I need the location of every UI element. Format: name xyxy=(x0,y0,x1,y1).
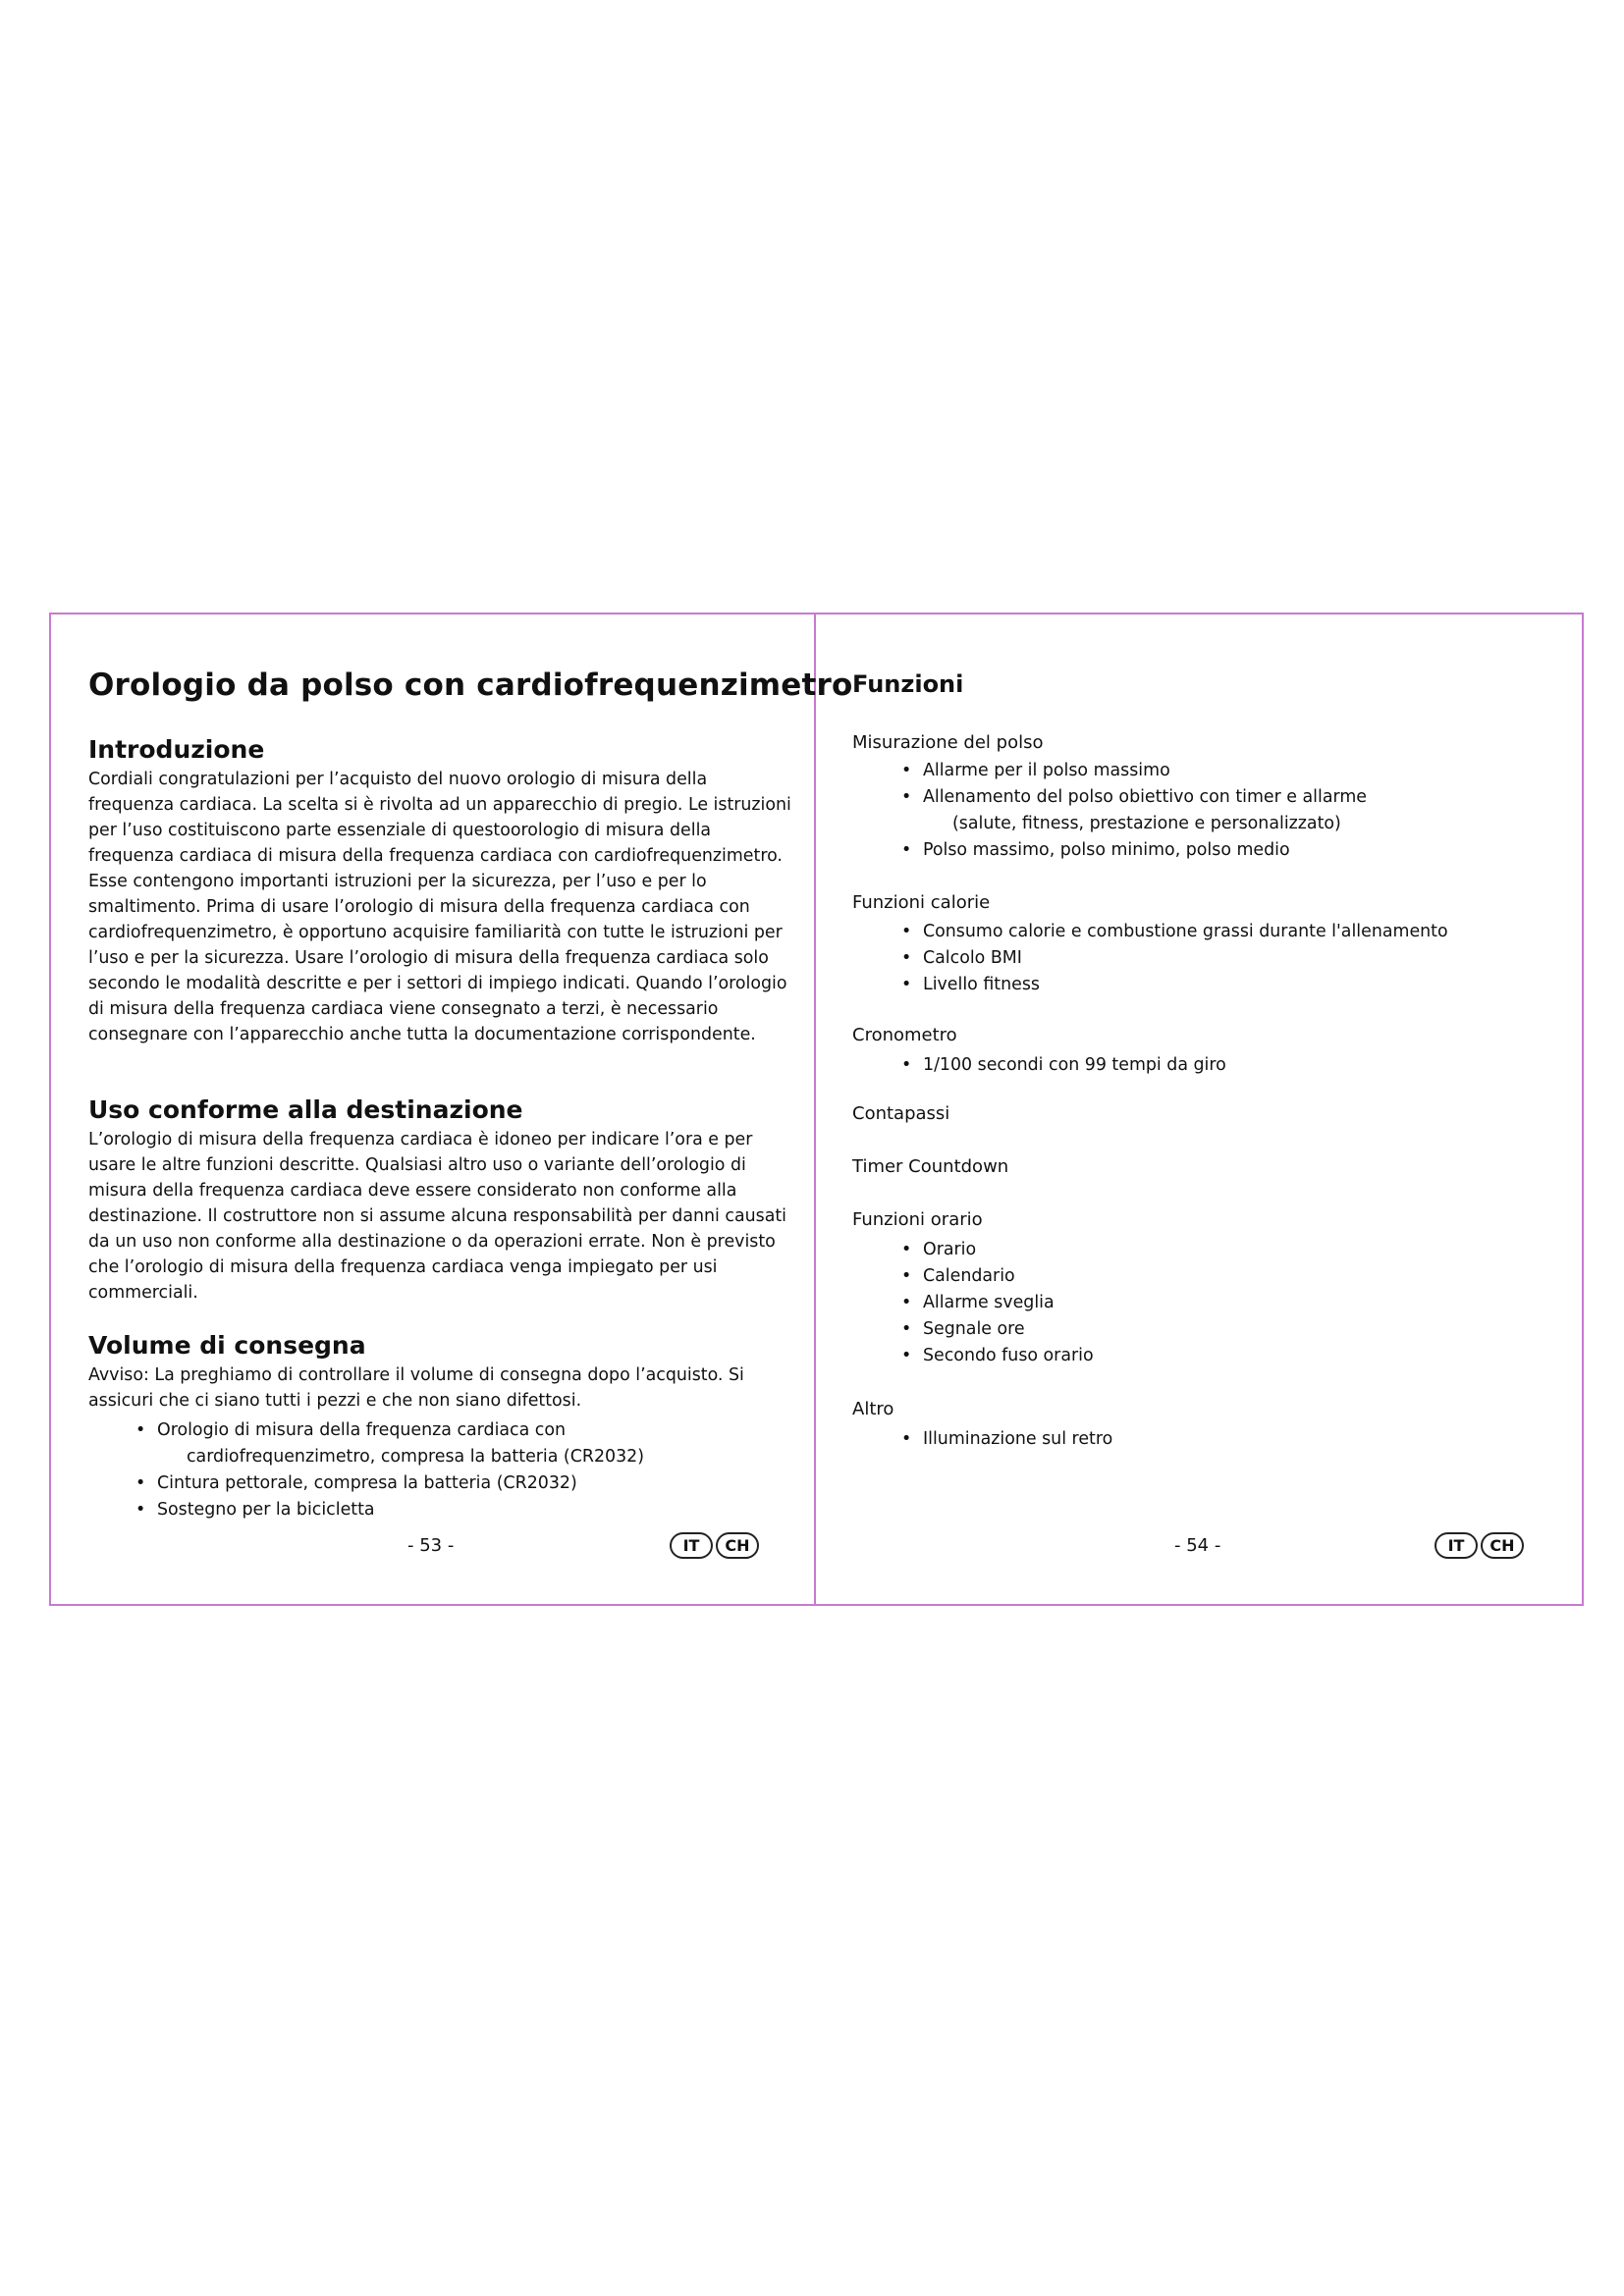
bullet-icon: • xyxy=(135,1473,146,1493)
list-item: • Secondo fuso orario xyxy=(923,1343,1094,1369)
bullet-icon: • xyxy=(901,1346,912,1365)
section-list xyxy=(901,1052,1226,1079)
section-title: Timer Countdown xyxy=(852,1156,1009,1177)
bullet-icon: • xyxy=(901,1429,912,1449)
language-badge-ch: CH xyxy=(1481,1532,1524,1559)
functions-heading: Funzioni xyxy=(852,670,964,698)
bullet-icon: • xyxy=(901,975,912,994)
bullet-icon: • xyxy=(901,1319,912,1339)
language-badges xyxy=(670,1532,762,1559)
section-list xyxy=(901,758,1367,864)
list-item: • 1/100 secondi con 99 tempi da giro xyxy=(923,1052,1226,1079)
bullet-icon: • xyxy=(901,1055,912,1075)
delivery-notice: Avviso: La preghiamo di controllare il volume di consegna dopo l’acquisto. Si assicuri che ci siano tutti i pezzi e che non siano difettosi. xyxy=(88,1365,744,1411)
bullet-icon: • xyxy=(901,922,912,941)
intro-heading: Introduzione xyxy=(88,735,265,764)
bullet-icon: • xyxy=(135,1500,146,1520)
use-paragraph: L’orologio di misura della frequenza cardiaca è idoneo per indicare l’ora e per usare le altre funzioni descritte. Qualsiasi altro uso o variante dell’orologio di misura della frequenza cardiaca deve essere considerato non conforme alla destinazione. Il costruttore non si assume alcuna responsabilità per danni causati da un uso non conforme alla destinazione o da operazioni errate. Non è previsto che l’orologio di misura della frequenza cardiaca venga impiegato per usi commerciali. xyxy=(88,1130,787,1303)
list-item: • Cintura pettorale, compresa la batteria (CR2032) xyxy=(157,1470,644,1497)
list-item: • Allenamento del polso obiettivo con timer e allarme (salute, fitness, prestazione e personalizzato) xyxy=(923,784,1367,837)
list-item: • Allarme per il polso massimo xyxy=(923,758,1367,784)
bullet-icon: • xyxy=(901,761,912,780)
section-title: Altro xyxy=(852,1399,894,1419)
list-item: • Orologio di misura della frequenza cardiaca con cardiofrequenzimetro, compresa la batteria (CR2032) xyxy=(157,1417,644,1470)
section-list xyxy=(901,1237,1094,1369)
list-item: • Consumo calorie e combustione grassi durante l'allenamento xyxy=(923,919,1448,945)
list-item: • Illuminazione sul retro xyxy=(923,1426,1112,1453)
bullet-icon: • xyxy=(901,948,912,968)
list-item-continuation: (salute, fitness, prestazione e personalizzato) xyxy=(952,814,1341,833)
intro-paragraph: Cordiali congratulazioni per l’acquisto del nuovo orologio di misura della frequenza cardiaca. La scelta si è rivolta ad un apparecchio di pregio. Le istruzioni per l’uso costituiscono parte essenziale di questoorologio di misura della frequenza cardiaca di misura della frequenza cardiaca con cardiofrequenzimetro. Esse contengono importanti istruzioni per la sicurezza, per l’uso e per lo smaltimento. Prima di usare l’orologio di misura della frequenza cardiaca con cardiofrequenzimetro, è opportuno acquisire familiarità con tutte le istruzioni per l’uso e per la sicurezza. Usare l’orologio di misura della frequenza cardiaca solo secondo le modalità descritte e per i settori di impiego indicati. Quando l’orologio di misura della frequenza cardiaca viene consegnato a terzi, è necessario consegnare con l’apparecchio anche tutta la documentazione corrispondente. xyxy=(88,770,791,1044)
language-badge-it: IT xyxy=(670,1532,713,1559)
bullet-icon: • xyxy=(901,840,912,860)
bullet-icon: • xyxy=(901,1240,912,1259)
bullet-icon: • xyxy=(901,1293,912,1312)
bullet-icon: • xyxy=(901,787,912,807)
language-badges xyxy=(1435,1532,1527,1559)
section-title: Contapassi xyxy=(852,1103,950,1124)
manual-spread xyxy=(49,613,1584,1606)
bullet-icon: • xyxy=(135,1420,146,1440)
page-number: - 54 - xyxy=(1174,1535,1221,1556)
delivery-heading: Volume di consegna xyxy=(88,1331,366,1360)
language-badge-ch: CH xyxy=(716,1532,759,1559)
section-title: Misurazione del polso xyxy=(852,732,1044,753)
delivery-list xyxy=(135,1417,644,1523)
list-item: • Orario xyxy=(923,1237,1094,1263)
section-title: Cronometro xyxy=(852,1025,957,1045)
section-title: Funzioni orario xyxy=(852,1209,983,1230)
page-title: Orologio da polso con cardiofrequenzimetro xyxy=(88,667,853,703)
page-number: - 53 - xyxy=(407,1535,455,1556)
page-53 xyxy=(51,614,853,1604)
section-list xyxy=(901,919,1448,998)
list-item-continuation: cardiofrequenzimetro, compresa la batteria (CR2032) xyxy=(187,1447,644,1467)
page-54 xyxy=(816,614,1582,1604)
use-heading: Uso conforme alla destinazione xyxy=(88,1095,523,1124)
list-item: • Sostegno per la bicicletta xyxy=(157,1497,644,1523)
language-badge-it: IT xyxy=(1435,1532,1478,1559)
bullet-icon: • xyxy=(901,1266,912,1286)
list-item: • Livello fitness xyxy=(923,972,1448,998)
list-item: • Polso massimo, polso minimo, polso medio xyxy=(923,837,1367,864)
list-item: • Segnale ore xyxy=(923,1316,1094,1343)
section-title: Funzioni calorie xyxy=(852,892,991,913)
list-item: • Calcolo BMI xyxy=(923,945,1448,972)
section-list xyxy=(901,1426,1113,1453)
list-item: • Calendario xyxy=(923,1263,1094,1290)
list-item: • Allarme sveglia xyxy=(923,1290,1094,1316)
